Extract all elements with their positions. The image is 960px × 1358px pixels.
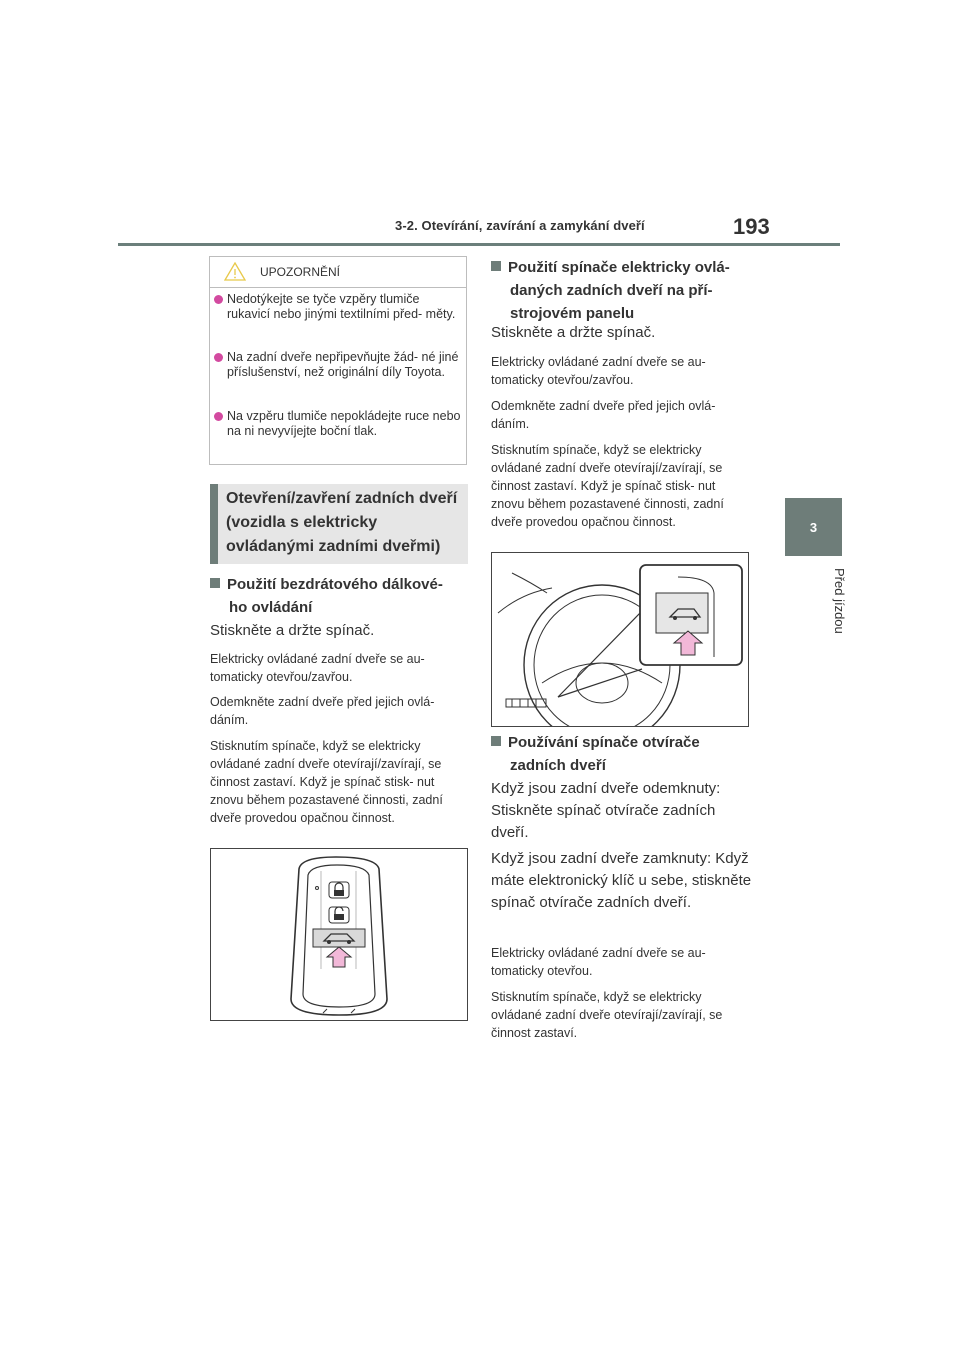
paragraph: Elektricky ovládané zadní dveře se au- tomaticky otevřou/zavřou. [210,652,425,684]
warning-item [227,350,462,380]
paragraph: Odemkněte zadní dveře před jejich ovlá- dáním. [210,695,435,727]
bullet-icon [214,295,223,304]
warning-triangle-icon [224,262,246,281]
instruction-lead: Když jsou zadní dveře zamknuty: Když máte elektronický klíč u sebe, stiskněte spínač otvírače zadních dveří. [491,850,752,911]
key-fob-drawing [211,849,467,1020]
subheading-dashboard-switch: Použití spínače elektricky ovlá- daných zadních dveří na pří- strojovém panelu [491,256,756,325]
chapter-tab-number: 3 [809,519,818,535]
paragraph: Stisknutím spínače, když se elektricky ovládané zadní dveře otevírají/zavírají, se činnost zastaví. Když je spínač stisk- nut znovu během pozastavené činnosti, zadní dveře provedou opačnou činnost. [491,443,724,529]
warning-item-text: Nedotýkejte se tyče vzpěry tlumiče rukavicí nebo jinými textilními před- měty. [227,292,456,321]
section-band-bar [210,484,218,564]
key-fob-illustration [210,848,468,1021]
header-rule [118,243,840,246]
paragraph: Elektricky ovládané zadní dveře se au- tomaticky otevřou/zavřou. [491,355,706,387]
subheading-remote: Použití bezdrátového dálkové- ho ovládání [210,573,470,619]
page-number: 193 [733,214,770,239]
dashboard-switch-illustration [491,552,749,727]
chapter-tab-label: Před jízdou [832,568,847,634]
paragraph: Stisknutím spínače, když se elektricky ovládané zadní dveře otevírají/zavírají, se činnost zastaví. Když je spínač stisk- nut znovu během pozastavené činnosti, zadní dveře provedou opačnou činnost. [210,739,443,825]
square-bullet-icon [210,578,220,588]
instruction-lead: Stiskněte a držte spínač. [491,324,656,341]
section-title: Otevření/zavření zadních dveří (vozidla s elektricky ovládanými zadními dveřmi) [226,490,458,555]
instruction-lead: Stiskněte a držte spínač. [210,622,375,639]
bullet-icon [214,353,223,362]
square-bullet-icon [491,261,501,271]
warning-item-text: Na zadní dveře nepřipevňujte žád- né jiné příslušenství, než originální díly Toyota. [227,350,459,379]
warning-item [227,292,462,322]
bullet-icon [214,412,223,421]
warning-title: UPOZORNĚNÍ [260,265,341,279]
dashboard-drawing [492,553,748,726]
paragraph: Odemkněte zadní dveře před jejich ovlá- dáním. [491,399,716,431]
instruction-lead: Když jsou zadní dveře odemknuty: Stiskněte spínač otvírače zadních dveří. [491,780,721,841]
warning-item [227,409,462,439]
subheading-opener-switch: Používání spínače otvírače zadních dveří [491,731,756,777]
paragraph: Elektricky ovládané zadní dveře se au- tomaticky otevřou. [491,946,706,978]
chapter-tab [785,498,842,556]
square-bullet-icon [491,736,501,746]
chapter-title: 3-2. Otevírání, zavírání a zamykání dveří [395,218,645,233]
warning-item-text: Na vzpěru tlumiče nepokládejte ruce nebo na ni nevyvíjejte boční tlak. [227,409,461,438]
paragraph: Stisknutím spínače, když se elektricky ovládané zadní dveře otevírají/zavírají, se činnost zastaví. [491,990,723,1040]
